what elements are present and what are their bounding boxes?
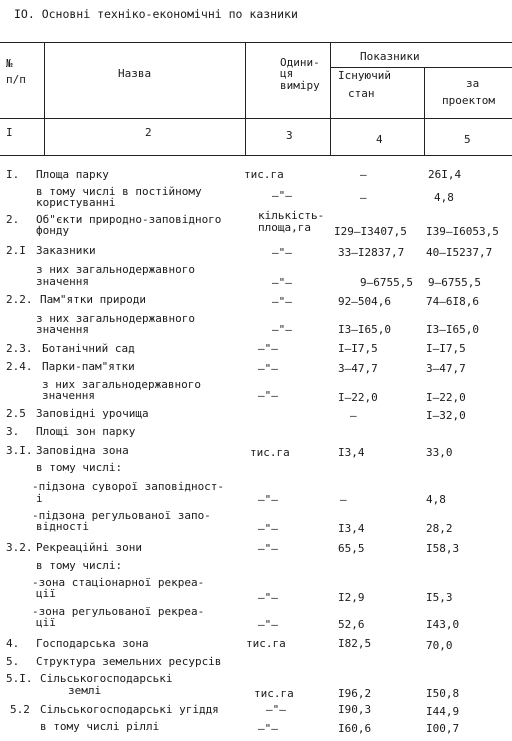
row-num: 2.2. [6,293,33,306]
row-name: Площа парку [36,168,109,181]
row-num: 4. [6,637,20,650]
row-unit: тис.га [250,446,290,459]
row-project: 4,8 [434,191,454,204]
row-project: 4,8 [426,493,446,506]
row-name-cont: ції [36,587,56,600]
row-num: 2.I [6,244,26,257]
row-name-cont: відності [36,520,89,533]
row-existing: I60,6 [338,722,372,735]
header-unit-line1: Одини- [280,56,320,69]
header-num-line1: № [6,57,13,70]
row-existing: I96,2 [338,687,372,700]
row-unit: –"– [258,591,278,604]
row-unit: –"– [272,323,292,336]
row-name: Сільськогосподарські [40,672,173,685]
column-number-5: 5 [464,133,471,146]
row-name: Парки-пам"ятки [42,360,135,373]
column-divider-3 [330,42,331,155]
header-num-line2: п/п [6,73,26,86]
row-num: 2.3. [6,342,33,355]
column-number-2: 2 [145,126,152,139]
row-existing: I3–I65,0 [338,323,391,336]
row-project: 26I,4 [428,168,462,181]
row-name-cont: значення [42,389,95,402]
row-existing: 52,6 [338,618,365,631]
row-name: -зона регульованої рекреа- [32,605,205,618]
row-name-cont: значення [36,323,89,336]
row-num: 2.4. [6,360,33,373]
row-existing: I90,3 [338,703,372,716]
row-project: I–22,0 [426,391,466,404]
row-name: -підзона суворої заповідност- [32,480,225,493]
row-name: Ботанічний сад [42,342,135,355]
row-name: Площі зон парку [36,425,136,438]
row-existing: 92–504,6 [338,295,391,308]
row-unit: тис.га [244,168,284,181]
header-indicators: Показники [360,50,420,63]
row-unit: –"– [258,722,278,735]
row-existing: I–22,0 [338,391,378,404]
row-name-cont: фонду [36,224,70,237]
row-name: Пам"ятки природи [40,293,146,306]
row-unit: –"– [258,362,278,375]
row-name: в тому числі: [36,461,123,474]
column-number-1: I [6,126,13,139]
row-unit: –"– [258,522,278,535]
header-name: Назва [118,67,152,80]
row-name: Об"єкти природно-заповідного [36,213,222,226]
row-existing: I2,9 [338,591,365,604]
column-numbers-border [0,155,512,156]
row-unit: –"– [272,189,292,202]
row-project: 70,0 [426,639,453,652]
row-unit: –"– [266,703,286,716]
row-name: Сільськогосподарські угіддя [40,703,219,716]
row-unit-cont: площа,га [258,221,311,234]
row-name: Заказники [36,244,96,257]
row-unit: –"– [272,246,292,259]
row-project: 40–I5237,7 [426,246,493,259]
row-name: Структура земельних ресурсів [36,655,222,668]
row-num: 2.5 [6,407,26,420]
row-name: Заповідна зона [36,444,129,457]
row-name: в тому числі ріллі [40,720,160,733]
header-bottom-border [0,118,512,119]
column-number-4: 4 [376,133,383,146]
row-name-cont: землі [68,684,102,697]
header-existing-line1: Існуючий [338,69,391,82]
row-unit: –"– [258,342,278,355]
row-name: -зона стаціонарної рекреа- [32,576,205,589]
row-project: I00,7 [426,722,460,735]
row-project: 33,0 [426,446,453,459]
row-name-cont: значення [36,275,89,288]
row-existing: I–I7,5 [338,342,378,355]
document-title: IO. Основні техніко-економічні по казники [14,7,298,21]
row-unit: –"– [258,389,278,402]
row-name-cont: і [36,492,43,505]
row-name: в тому числі: [36,559,123,572]
row-project: I3–I65,0 [426,323,479,336]
row-unit: –"– [272,276,292,289]
row-project: I39–I6053,5 [426,225,499,238]
row-num: 3.I. [6,444,33,457]
row-existing: 3–47,7 [338,362,378,375]
table-top-border [0,42,512,43]
row-project: I–I7,5 [426,342,466,355]
row-num: I. [6,168,20,181]
row-unit: –"– [258,493,278,506]
column-divider-2 [245,42,246,155]
row-project: 74–6I8,6 [426,295,479,308]
row-existing: 33–I2837,7 [338,246,405,259]
row-num: 3.2. [6,541,33,554]
row-project: I5,3 [426,591,453,604]
row-project: I43,0 [426,618,460,631]
header-unit-line2: ця [280,67,294,80]
row-project: 28,2 [426,522,453,535]
row-project: I44,9 [426,705,460,718]
row-name: Господарська зона [36,637,149,650]
row-project: I58,3 [426,542,460,555]
row-existing: – [360,191,367,204]
row-name: в тому числі в постійному [36,185,202,198]
row-existing: I82,5 [338,637,372,650]
row-num: 5.2 [10,703,30,716]
indicators-underline [330,67,512,68]
row-name: Рекреаційні зони [36,541,142,554]
row-existing: I3,4 [338,522,365,535]
row-project: 3–47,7 [426,362,466,375]
row-num: 2. [6,213,20,226]
row-existing: I29–I3407,5 [334,225,407,238]
row-name: з них загальнодержавного [42,378,201,391]
row-name: Заповідні урочища [36,407,149,420]
row-unit: –"– [258,542,278,555]
row-name: з них загальнодержавного [36,312,195,325]
row-project: I–32,0 [426,409,466,422]
row-existing: I3,4 [338,446,365,459]
row-unit: –"– [272,295,292,308]
row-num: 5. [6,655,20,668]
row-unit: тис.га [246,637,286,650]
row-num: 3. [6,425,20,438]
header-unit-line3: виміру [280,79,320,92]
row-existing: 9–6755,5 [360,276,413,289]
row-existing: 65,5 [338,542,365,555]
row-existing: – [360,168,367,181]
row-name-cont: користуванні [36,196,116,209]
column-divider-4 [424,67,425,155]
header-project-line1: за [466,77,480,90]
row-name: -підзона регульованої запо- [32,509,211,522]
row-num: 5.I. [6,672,33,685]
row-unit: тис.га [254,687,294,700]
row-existing: – [350,409,357,422]
row-unit: кількість- [258,209,325,222]
row-name-cont: ції [36,616,56,629]
row-project: 9–6755,5 [428,276,481,289]
column-number-3: 3 [286,129,293,142]
header-project-line2: проектом [442,94,495,107]
row-existing: – [340,493,347,506]
header-existing-line2: стан [348,87,375,100]
row-unit: –"– [258,618,278,631]
column-divider-1 [44,42,45,155]
row-project: I50,8 [426,687,460,700]
row-name: з них загальнодержавного [36,263,195,276]
